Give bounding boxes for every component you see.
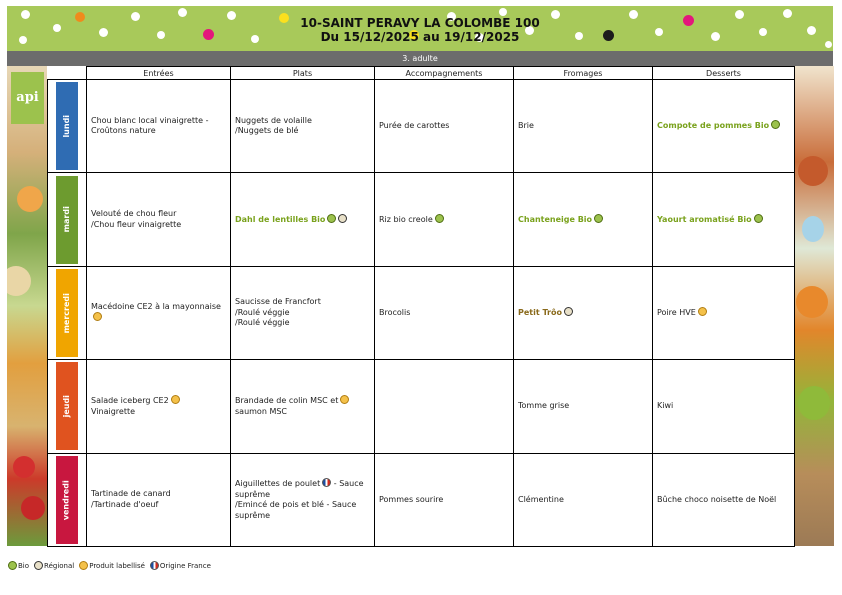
day-label: vendredi (61, 479, 71, 520)
dish-text: Pommes sourire (379, 494, 444, 504)
dish-text: /Nuggets de blé (235, 126, 299, 136)
corner-cell (48, 67, 87, 80)
dish-text: Purée de carottes (379, 120, 450, 130)
dish-text: Aiguillettes de poulet (235, 479, 321, 489)
day-cell (48, 173, 87, 266)
legend-item (150, 561, 211, 570)
dish-text: Saucisse de Francfort (235, 297, 321, 307)
legend-item (79, 561, 145, 570)
day-cell (48, 80, 87, 173)
dish-text: Macédoine CE2 à la mayonnaise (91, 301, 221, 311)
tomato-icon (21, 496, 45, 520)
pumpkin-icon (796, 286, 828, 318)
legend-item (8, 561, 29, 570)
column-header-fromages: Fromages (514, 67, 653, 80)
menu-cell-plats (231, 80, 375, 173)
menu-cell-entrees (87, 266, 231, 359)
dish-text-suffix: - Sauce (331, 479, 364, 489)
label-icon (698, 307, 707, 316)
dish-text: Poire HVE (657, 308, 696, 318)
orange-figure-icon (17, 186, 43, 212)
dish-text: Clémentine (518, 494, 564, 504)
carrot-icon (798, 156, 828, 186)
menu-cell-entrees (87, 360, 231, 453)
day-cell (48, 453, 87, 546)
label-icon (171, 395, 180, 404)
column-header-desserts: Desserts (653, 67, 795, 80)
column-header-entrees: Entrées (87, 67, 231, 80)
menu-cell-fromages (514, 453, 653, 546)
menu-cell-plats (231, 173, 375, 266)
dish-text: Kiwi (657, 401, 674, 411)
dish-text: Bûche choco noisette de Noël (657, 494, 777, 504)
legend (8, 561, 216, 570)
onion-icon (7, 266, 31, 296)
dish-text: /Roulé véggie (235, 318, 290, 328)
day-label: mercredi (61, 292, 71, 334)
dish-text: Brandade de colin MSC et (235, 396, 339, 406)
dish-text: /Roulé véggie (235, 307, 290, 317)
menu-cell-plats (231, 360, 375, 453)
menu-cell-entrees (87, 173, 231, 266)
menu-row-jeudi (48, 360, 795, 453)
figure-icon (802, 216, 824, 242)
menu-cell-entrees (87, 453, 231, 546)
dish-text: Tartinade de canard (91, 489, 171, 499)
regional-icon (564, 307, 573, 316)
menu-cell-desserts (653, 80, 795, 173)
legend-item (34, 561, 74, 570)
day-cell (48, 360, 87, 453)
bio-icon (594, 214, 603, 223)
dish-text: Salade iceberg CE2 (91, 396, 169, 406)
api-logo: api (11, 72, 44, 124)
dish-text: Velouté de chou fleur (91, 209, 177, 219)
day-label-box (56, 456, 78, 544)
day-label-box (56, 176, 78, 264)
dish-text: Compote de pommes Bio (657, 121, 770, 131)
dish-text: Brocolis (379, 307, 411, 317)
menu-cell-plats (231, 453, 375, 546)
legend-label: Produit labellisé (89, 561, 145, 570)
legend-label: Régional (44, 561, 75, 570)
tomato-icon (13, 456, 35, 478)
bio-icon (771, 120, 780, 129)
dish-text: Brie (518, 120, 534, 130)
menu-row-vendredi (48, 453, 795, 546)
menu-title: 10-SAINT PERAVY LA COLOMBE 100 (300, 16, 540, 30)
menu-row-mercredi (48, 266, 795, 359)
menu-row-lundi (48, 80, 795, 173)
menu-cell-fromages (514, 173, 653, 266)
day-label: mardi (61, 206, 71, 233)
menu-dates: Du 15/12/2025 au 19/12/2025 (320, 30, 520, 44)
dish-text: Vinaigrette (91, 406, 136, 416)
left-decoration (7, 66, 47, 546)
day-label-box (56, 82, 78, 170)
dish-text: Petit Trôo (518, 308, 562, 318)
menu-cell-fromages (514, 266, 653, 359)
label-icon (93, 312, 102, 321)
dish-text: Riz bio creole (379, 214, 433, 224)
dish-text: saumon MSC (235, 406, 288, 416)
dish-text: /Emincé de pois et blé - Sauce (235, 500, 357, 510)
label-icon (79, 561, 88, 570)
dish-text: suprême (235, 510, 271, 520)
dish-text: Yaourt aromatisé Bio (657, 214, 752, 224)
header-banner (7, 6, 833, 51)
column-header-plats: Plats (231, 67, 375, 80)
right-decoration (794, 66, 834, 546)
dish-text: Croûtons nature (91, 126, 156, 136)
menu-cell-desserts (653, 360, 795, 453)
bio-icon (8, 561, 17, 570)
dish-text: Nuggets de volaille (235, 115, 312, 125)
menu-row-mardi (48, 173, 795, 266)
menu-cell-fromages (514, 80, 653, 173)
regional-icon (338, 214, 347, 223)
day-label: lundi (61, 114, 71, 138)
category-bar: 3. adulte (7, 51, 833, 66)
label-icon (340, 395, 349, 404)
menu-table (47, 66, 795, 547)
menu-cell-accompagnements (375, 360, 514, 453)
menu-cell-accompagnements (375, 266, 514, 359)
menu-cell-plats (231, 266, 375, 359)
menu-cell-accompagnements (375, 80, 514, 173)
dish-text: Tomme grise (518, 401, 570, 411)
menu-cell-desserts (653, 453, 795, 546)
legend-label: Origine France (159, 561, 211, 570)
day-label-box (56, 269, 78, 357)
dish-text: /Chou fleur vinaigrette (91, 219, 182, 229)
bio-icon (327, 214, 336, 223)
day-cell (48, 266, 87, 359)
column-header-accompagnements: Accompagnements (375, 67, 514, 80)
day-label: jeudi (61, 395, 71, 418)
dish-text: Chou blanc local vinaigrette - (91, 115, 209, 125)
legend-label: Bio (18, 561, 30, 570)
day-label-box (56, 362, 78, 450)
france-flag-icon (322, 478, 331, 487)
menu-cell-accompagnements (375, 453, 514, 546)
menu-cell-entrees (87, 80, 231, 173)
menu-cell-desserts (653, 173, 795, 266)
dish-text: Chanteneige Bio (518, 214, 593, 224)
pepper-icon (798, 386, 830, 420)
dish-text: /Tartinade d'oeuf (91, 499, 159, 509)
dish-text: suprême (235, 489, 271, 499)
regional-icon (34, 561, 43, 570)
bio-icon (435, 214, 444, 223)
france-flag-icon (150, 561, 159, 570)
dish-text: Dahl de lentilles Bio (235, 214, 326, 224)
menu-cell-desserts (653, 266, 795, 359)
menu-cell-fromages (514, 360, 653, 453)
bio-icon (754, 214, 763, 223)
menu-cell-accompagnements (375, 173, 514, 266)
